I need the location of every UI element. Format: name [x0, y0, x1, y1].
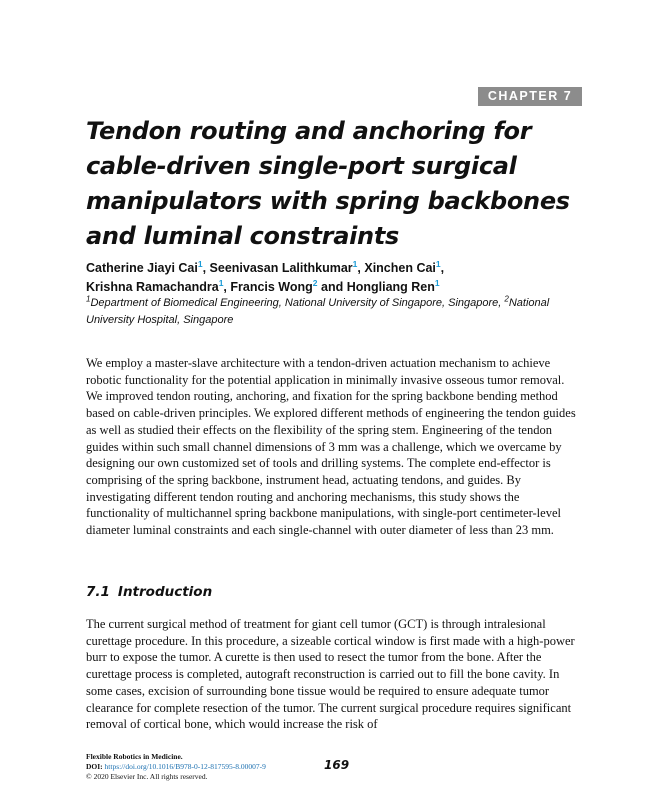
chapter-label: CHAPTER 7	[478, 87, 582, 106]
author-separator: ,	[440, 261, 445, 275]
affiliations	[86, 295, 556, 329]
affiliation-marker: 1	[218, 277, 224, 288]
section-heading	[86, 584, 212, 600]
chapter-title	[86, 114, 586, 254]
author-name: Hongliang Ren	[346, 280, 435, 294]
title-line: cable-driven single-port surgical	[86, 152, 517, 180]
author-name: Xinchen Cai	[364, 261, 436, 275]
affiliation-text: National University Hospital, Singapore	[86, 297, 550, 326]
affiliation-marker: 1	[434, 277, 440, 288]
doi-link[interactable]: https://doi.org/10.1016/B978-0-12-817595-8.00007-9	[104, 762, 266, 771]
author-separator: ,	[357, 261, 365, 275]
affiliation-marker: 1	[197, 258, 203, 269]
affiliation-number: 2	[504, 294, 509, 304]
title-line: manipulators with spring backbones	[86, 187, 570, 215]
title-line: Tendon routing and anchoring for	[86, 117, 532, 145]
body-paragraph: The current surgical method of treatment for giant cell tumor (GCT) is through intralesional curettage procedure. In this procedure, a sizeable cortical window is first made with a high-power burr to expose the tumor. A curette is then used to resect the tumor from the bone. After the curettage process is completed, autograft reconstruction is carried out to fill the bone cavity. In some cases, excision of surrounding bone tissue would be required to ensure adequate tumor clearance for complete resection of the tumor. The current surgical procedure requires significant removal of cortical bone, which would increase the risk of	[86, 617, 575, 732]
affiliation-marker: 1	[435, 258, 441, 269]
author-separator: and	[317, 280, 347, 294]
book-title: Flexible Robotics in Medicine.	[86, 752, 183, 761]
affiliation-marker: 2	[312, 277, 318, 288]
author-separator: ,	[202, 261, 210, 275]
author-line	[86, 259, 586, 278]
abstract: We employ a master-slave architecture with a tendon-driven actuation mechanism to achieve robotic functionality for the potential application in minimally invasive osseous tumor removal. We improved tendon routing, anchoring, and fixation for the spring backbone bending method based on cable-driven principles. We explored different methods of engineering the tendon guides as well as studied their effects on the flexibility of the spring stem. Engineering of the tendon guides within such small channel dimensions of 3 mm was a challenge, which we overcame by designing our own customized set of tools and drilling systems. The complete end-effector is comprising of the spring backbone, instrument head, actuating tendons, and guides. By investigating different tendon routing and anchoring mechanisms, this study shows the functionality of multichannel spring backbone manipulations, with single-port centimeter-level diameter luminal constraints and each single-channel with outer diameter of less than 23 mm.	[86, 356, 576, 538]
section-title: Introduction	[117, 584, 213, 600]
author-separator: ,	[223, 280, 231, 294]
affiliation-number: 1	[86, 294, 91, 304]
author-name: Krishna Ramachandra	[86, 280, 219, 294]
author-name: Seenivasan Lalithkumar	[209, 261, 353, 275]
title-line: and luminal constraints	[86, 222, 399, 250]
doi-line	[86, 762, 266, 772]
author-name: Catherine Jiayi Cai	[86, 261, 198, 275]
affiliation-marker: 1	[352, 258, 358, 269]
affiliation-text: Department of Biomedical Engineering, National University of Singapore, Singapore,	[90, 297, 505, 309]
footer-metadata	[86, 752, 266, 782]
author-list	[86, 259, 586, 297]
doi-label: DOI:	[86, 762, 103, 771]
page-number: 169	[324, 758, 350, 772]
author-name: Francis Wong	[230, 280, 313, 294]
copyright-notice: © 2020 Elsevier Inc. All rights reserved.	[86, 772, 208, 781]
section-number: 7.1	[86, 584, 110, 600]
